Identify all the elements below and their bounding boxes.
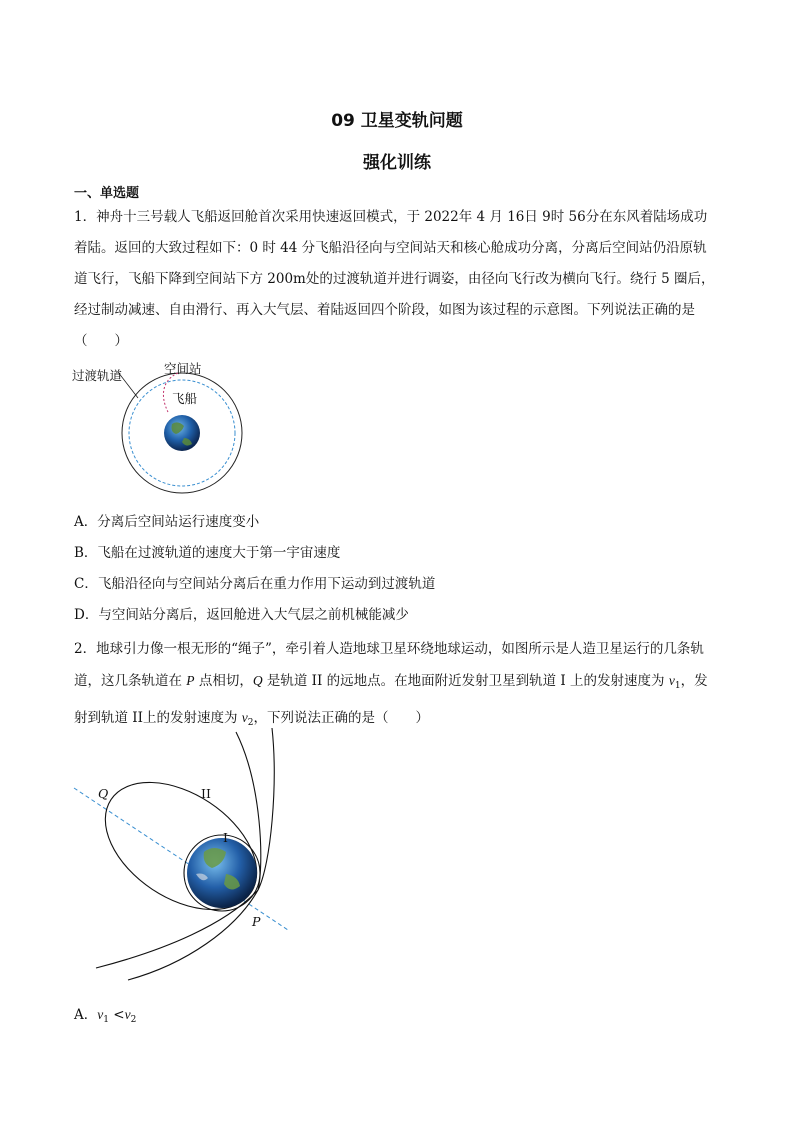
q1-line: 经过制动减速、自由滑行、再入大气层、着陆返回四个阶段，如图为该过程的示意图。下列说法正确的是 — [74, 302, 695, 318]
q2-option-a[interactable]: A．$v_1 <v_2$ — [74, 1007, 137, 1025]
orbit-ii — [82, 756, 279, 936]
page-title: 09 卫星变轨问题 — [331, 111, 463, 131]
earth-icon — [187, 838, 257, 908]
orbit-ii-label: II — [201, 786, 211, 801]
q2-line: 2．地球引力像一根无形的“绳子”，牵引着人造地球卫星环绕地球运动，如图所示是人造卫星运行的几条轨 — [74, 641, 704, 657]
orbit-i-label: I — [223, 830, 228, 845]
q1-line: 着陆。返回的大致过程如下：0 时 44 分飞船沿径向与空间站天和核心舱成功分离，分离后空间站仍沿原轨 — [74, 240, 707, 256]
q2-line: 射到轨道 II上的发射速度为 $v_2$，下列说法正确的是（ ） — [74, 710, 429, 728]
orbits-diagram — [66, 724, 296, 984]
earth-icon — [164, 415, 200, 451]
question-1-stem — [74, 202, 724, 357]
q1-line: （ ） — [74, 333, 128, 349]
q1-option-d[interactable]: D．与空间站分离后，返回舱进入大气层之前机械能减少 — [74, 607, 409, 623]
figure-orbits — [66, 724, 296, 984]
ship-label: 飞船 — [172, 391, 198, 406]
section-heading: 一、单选题 — [74, 186, 140, 201]
station-label: 空间站 — [164, 361, 202, 376]
q1-line: 道飞行，飞船下降到空间站下方 200m处的过渡轨道并进行调姿，由径向飞行改为横向飞行。绕行 5 圈后， — [74, 271, 715, 287]
point-p-label: P — [252, 914, 261, 929]
q1-option-c[interactable]: C．飞船沿径向与空间站分离后在重力作用下运动到过渡轨道 — [74, 576, 436, 592]
page-subtitle: 强化训练 — [363, 153, 431, 173]
figure-orbit-separation — [66, 356, 286, 506]
q1-line: 1．神舟十三号载人飞船返回舱首次采用快速返回模式，于 2022年 4 月 16日 9时 56分在东风着陆场成功 — [74, 209, 708, 225]
transfer-orbit-label: 过渡轨道 — [72, 368, 123, 383]
q2-line: 道，这几条轨道在 P 点相切，Q 是轨道 II 的远地点。在地面附近发射卫星到轨道 I 上的发射速度为 $v_1$，发 — [74, 673, 708, 691]
q1-option-b[interactable]: B．飞船在过渡轨道的速度大于第一宇宙速度 — [74, 545, 341, 561]
point-q-label: Q — [98, 786, 109, 801]
q1-option-a[interactable]: A．分离后空间站运行速度变小 — [74, 514, 260, 530]
